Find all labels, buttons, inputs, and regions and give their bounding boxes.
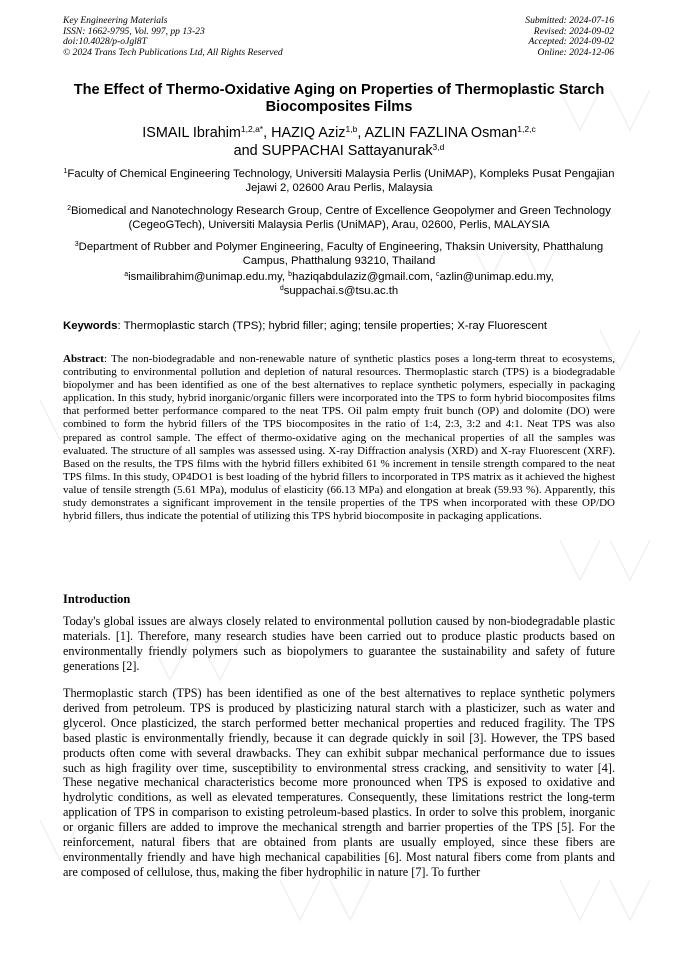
author-emails — [63, 270, 615, 299]
author: AZLIN FAZLINA Osman$^{1,2,c}$ — [364, 124, 536, 141]
email-link[interactable]: $^a$ismailibrahim@unimap.edu.my, — [124, 271, 289, 283]
author: and SUPPACHAI Sattayanurak$^{3,d}$ — [233, 142, 445, 159]
abstract-label: Abstract — [63, 353, 104, 365]
revised-date: Revised: 2024-09-02 — [533, 25, 614, 37]
journal-name: Key Engineering Materials — [63, 15, 168, 26]
body-paragraph: Thermoplastic starch (TPS) has been identified as one of the best alternatives to replace synthetic polymers derived from petroleum. TPS is produced by plasticizing natural starch with a plasticizer, such as water and glycerol. Once plasticized, the starch performed better mechanical properties and reduced fragility. The TPS based plastic is environmentally friendly, because it can degrade quickly in soil [3]. However, the TPS based products often come with several drawbacks. They can exhibit subpar mechanical performance due to issues such as high fragility over time, susceptibility to environmental stress cracking, and sensitivity to water [4]. These negative mechanical characteristics become more pronounced when TPS is exposed to oxidative and hydrolytic conditions, as well as elevated temperatures. Consequently, these limitations restrict the long-term application of TPS in comparison to existing petroleum-based plastics. In order to solve this problem, inorganic or organic fillers are added to improve the mechanical strength and barrier properties of the TPS [5]. For the reinforcement, natural fibers that are obtained from plants are usually employed, since these fibers are environmentally friendly and have high mechanical capabilities [6]. Most natural fibers come from plants and are composed of cellulose, thus, making the fiber hydrophilic in nature [7]. To further — [63, 686, 615, 879]
keywords-text: : Thermoplastic starch (TPS); hybrid filler; aging; tensile properties; X-ray Fluorescent — [117, 320, 548, 332]
affiliation-1: $^1$Faculty of Chemical Engineering Technology, Universiti Malaysia Perlis (UniMAP), Kompleks Pusat Pengajian Jejawi 2, 02600 Arau Perlis, Malaysia — [63, 168, 615, 195]
keywords-line — [63, 319, 623, 333]
journal-issn: ISSN: 1662-9795, Vol. 997, pp 13-23 — [63, 25, 205, 37]
body-paragraph: Today's global issues are always closely related to environmental pollution caused by non-biodegradable plastic materials. [1]. Therefore, many research studies have been carried out to produce plastic products based on environmentally friendly polymers such as biopolymers to guarantee the sustainability and safety of future generations [2]. — [63, 614, 615, 673]
article-doi[interactable]: doi:10.4028/p-oJgl8T — [63, 36, 147, 48]
journal-info — [63, 16, 283, 58]
keywords-label: Keywords — [63, 320, 118, 332]
article-dates — [525, 16, 614, 58]
author: ISMAIL Ibrahim$^{1,2,a*}$, — [142, 124, 272, 141]
affiliation-3: $^3$Department of Rubber and Polymer Engineering, Faculty of Engineering, Thaksin University, Phatthalung Campus, Phatthalung 93210, Thailand — [74, 241, 604, 268]
author-list — [63, 124, 615, 160]
author: HAZIQ Aziz$^{1,b}$, — [271, 124, 365, 141]
accepted-date: Accepted: 2024-09-02 — [528, 36, 614, 48]
email-link[interactable]: $^b$haziqabdulaziz@gmail.com, — [288, 271, 437, 283]
abstract-text: : The non-biodegradable and non-renewable nature of synthetic plastics poses a long-term threat to ecosystems, contributing to environmental pollution and depletion of natural resources. Thermoplastic starch (TPS) is a biodegradable biopolymer and has been identified as one of the best alternatives to replace synthetic polymers, especially in packaging application. In this study, hybrid inorganic/organic fillers were incorporated into the TPS to form hybrid biocomposites films that performed better performance compared to the neat TPS. Oil palm empty fruit bunch (OP) and dolomite (DO) were combined to form the hybrid fillers of the TPS biocomposites in the ratio of 1:4, 2:3, 3:2 and 4:1. Neat TPS was also prepared as control sample. The effect of thermo-oxidative aging on the mechanical properties of all the samples was evaluated. The structure of all samples was assessed using. X-ray Diffraction analysis (XRD) and X-ray Fluorescent (XRF). Based on the results, the TPS films with the hybrid fillers exhibited 61 % increment in tensile strength compared to the neat TPS films. In this study, OP4DO1 is best loading of the hybrid fillers to incorporated in TPS matrix as it achieved the highest value of tensile strength (5.61 MPa), modulus of elasticity (66.13 MPa) and elongation at break (59.93 %). Apparently, this study demonstrates a significant improvement in the tensile properties of the TPS when incorporated with these OP/DO hybrid fillers, thus indicate the potential of utilizing this TPS hybrid biocomposite in packaging applications. — [63, 353, 615, 523]
email-link[interactable]: $^d$suppachai.s@tsu.ac.th — [279, 285, 399, 298]
email-link[interactable]: $^c$azlin@unimap.edu.my, — [436, 271, 554, 283]
affiliation-2: $^2$Biomedical and Nanotechnology Research Group, Centre of Excellence Geopolymer and Green Technology (CegeoGTech), Universiti Malaysia Perlis (UniMAP), Arau, 02600, Perlis, MALAYSIA — [67, 205, 611, 232]
submitted-date: Submitted: 2024-07-16 — [525, 15, 614, 26]
paper-title: The Effect of Thermo-Oxidative Aging on Properties of Thermoplastic Starch Biocomposites Films — [73, 82, 605, 115]
section-heading-introduction: Introduction — [63, 592, 131, 606]
copyright-line: © 2024 Trans Tech Publications Ltd, All Rights Reserved — [63, 46, 283, 58]
abstract-paragraph — [63, 353, 615, 523]
online-date: Online: 2024-12-06 — [537, 46, 614, 58]
